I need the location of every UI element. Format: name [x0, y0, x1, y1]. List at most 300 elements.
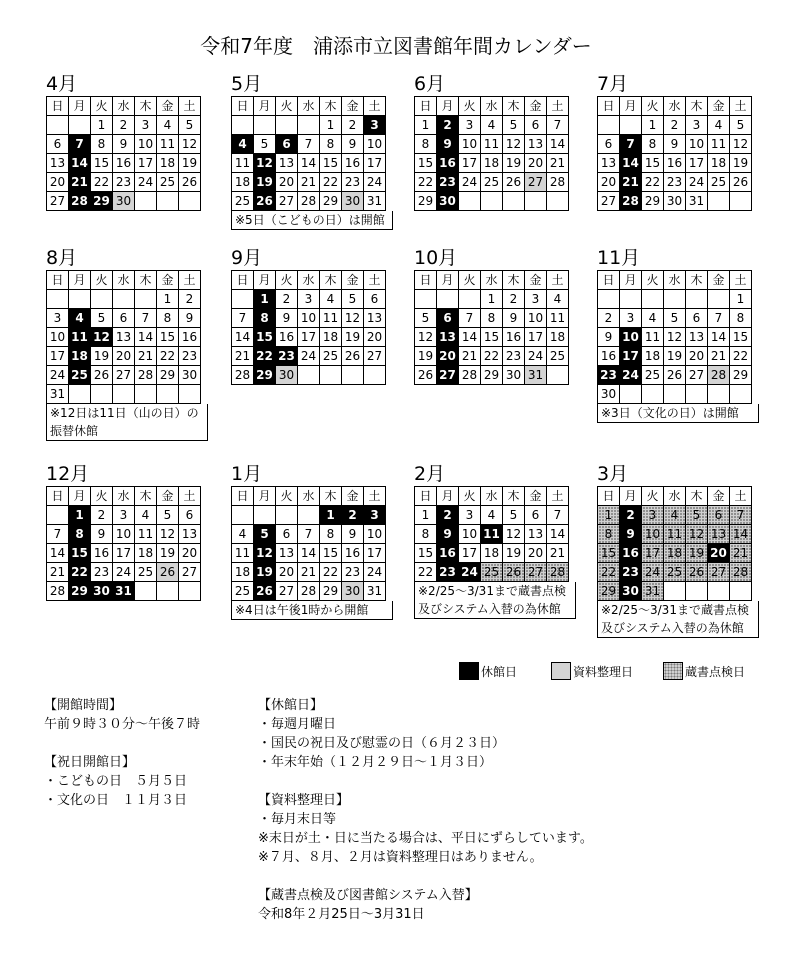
day-cell: 23	[342, 563, 364, 582]
day-cell: 29	[320, 192, 342, 211]
day-cell: 14	[620, 154, 642, 173]
day-cell: 15	[157, 328, 179, 347]
day-cell: 5	[686, 506, 708, 525]
empty-day-cell	[91, 385, 113, 404]
day-cell: 1	[91, 116, 113, 135]
weekday-header: 金	[157, 487, 179, 506]
day-cell: 12	[503, 525, 525, 544]
day-cell: 2	[620, 506, 642, 525]
legend-holiday	[459, 661, 517, 681]
empty-day-cell	[69, 116, 91, 135]
day-cell: 22	[320, 563, 342, 582]
day-cell: 21	[730, 544, 752, 563]
day-cell: 14	[708, 328, 730, 347]
day-cell: 24	[113, 563, 135, 582]
month-note: ※12日は11日（山の日）の 振替休館	[46, 404, 208, 441]
empty-day-cell	[113, 385, 135, 404]
day-cell: 3	[642, 506, 664, 525]
day-cell: 7	[730, 506, 752, 525]
day-cell: 8	[320, 525, 342, 544]
week-row	[415, 290, 569, 309]
weekday-header: 月	[254, 487, 276, 506]
day-cell: 1	[598, 506, 620, 525]
day-cell: 2	[91, 506, 113, 525]
day-cell: 10	[113, 525, 135, 544]
day-cell: 3	[459, 116, 481, 135]
week-row	[598, 154, 752, 173]
weekday-header: 月	[620, 487, 642, 506]
day-cell: 20	[276, 173, 298, 192]
day-cell: 26	[503, 563, 525, 582]
empty-day-cell	[503, 192, 525, 211]
day-cell: 5	[730, 116, 752, 135]
empty-day-cell	[157, 385, 179, 404]
day-cell: 3	[298, 290, 320, 309]
week-row	[232, 135, 386, 154]
day-cell: 4	[481, 116, 503, 135]
legend-inspect-label: 蔵書点検日	[685, 664, 746, 679]
month-calendar	[414, 73, 569, 211]
day-cell: 20	[708, 544, 730, 563]
week-row	[232, 154, 386, 173]
week-row	[598, 582, 752, 601]
day-cell: 2	[503, 290, 525, 309]
day-cell: 5	[415, 309, 437, 328]
day-cell: 31	[686, 192, 708, 211]
day-cell: 23	[664, 173, 686, 192]
day-cell: 19	[91, 347, 113, 366]
day-cell: 22	[415, 563, 437, 582]
weekday-header: 金	[342, 271, 364, 290]
day-cell: 1	[730, 290, 752, 309]
hours-section	[44, 696, 200, 810]
day-cell: 31	[113, 582, 135, 601]
empty-day-cell	[157, 582, 179, 601]
day-cell: 25	[232, 582, 254, 601]
day-cell: 20	[364, 328, 386, 347]
day-cell: 27	[179, 563, 201, 582]
week-row	[47, 154, 201, 173]
empty-day-cell	[525, 192, 547, 211]
day-cell: 25	[481, 173, 503, 192]
day-cell: 10	[525, 309, 547, 328]
month-table	[231, 486, 386, 601]
weekday-header: 日	[415, 271, 437, 290]
day-cell: 27	[598, 192, 620, 211]
weekday-header: 土	[364, 487, 386, 506]
day-cell: 15	[320, 544, 342, 563]
weekday-header: 月	[254, 97, 276, 116]
empty-day-cell	[708, 385, 730, 404]
empty-day-cell	[135, 192, 157, 211]
week-row	[232, 366, 386, 385]
weekday-header: 火	[459, 487, 481, 506]
weekday-header: 月	[620, 97, 642, 116]
day-cell: 24	[459, 563, 481, 582]
weekday-header: 月	[620, 271, 642, 290]
day-cell: 4	[69, 309, 91, 328]
day-cell: 3	[620, 309, 642, 328]
day-cell: 18	[232, 563, 254, 582]
week-row	[232, 116, 386, 135]
weekday-header: 月	[437, 97, 459, 116]
week-row	[47, 192, 201, 211]
day-cell: 16	[342, 544, 364, 563]
week-row	[232, 173, 386, 192]
weekday-header: 土	[364, 97, 386, 116]
day-cell: 28	[708, 366, 730, 385]
weekday-header: 火	[276, 487, 298, 506]
week-row	[232, 347, 386, 366]
day-cell: 14	[69, 154, 91, 173]
month-calendar	[231, 463, 386, 617]
day-cell: 10	[686, 135, 708, 154]
day-cell: 10	[620, 328, 642, 347]
week-row	[47, 135, 201, 154]
month-label: 7月	[597, 73, 629, 95]
weekday-header: 月	[69, 97, 91, 116]
day-cell: 6	[598, 135, 620, 154]
empty-day-cell	[686, 290, 708, 309]
day-cell: 13	[113, 328, 135, 347]
day-cell: 15	[69, 544, 91, 563]
day-cell: 18	[642, 347, 664, 366]
day-cell: 9	[276, 309, 298, 328]
day-cell: 19	[157, 544, 179, 563]
empty-day-cell	[415, 290, 437, 309]
day-cell: 3	[525, 290, 547, 309]
day-cell: 16	[342, 154, 364, 173]
day-cell: 4	[232, 135, 254, 154]
week-row	[232, 544, 386, 563]
empty-day-cell	[135, 582, 157, 601]
day-cell: 12	[664, 328, 686, 347]
day-cell: 9	[503, 309, 525, 328]
day-cell: 25	[547, 347, 569, 366]
month-calendar	[414, 463, 569, 616]
day-cell: 23	[276, 347, 298, 366]
week-row	[415, 544, 569, 563]
empty-day-cell	[708, 290, 730, 309]
day-cell: 7	[620, 135, 642, 154]
day-cell: 25	[69, 366, 91, 385]
day-cell: 11	[157, 135, 179, 154]
month-table	[597, 96, 752, 211]
day-cell: 16	[664, 154, 686, 173]
weekday-header: 水	[481, 97, 503, 116]
empty-day-cell	[69, 385, 91, 404]
day-cell: 30	[342, 192, 364, 211]
day-cell: 5	[254, 135, 276, 154]
weekday-header: 日	[598, 271, 620, 290]
day-cell: 26	[91, 366, 113, 385]
weekday-header: 土	[730, 271, 752, 290]
month-table	[231, 96, 386, 211]
week-row	[47, 309, 201, 328]
weekday-header: 金	[525, 97, 547, 116]
day-cell: 19	[254, 173, 276, 192]
week-row	[47, 366, 201, 385]
day-cell: 29	[91, 192, 113, 211]
day-cell: 13	[364, 309, 386, 328]
day-cell: 14	[47, 544, 69, 563]
empty-day-cell	[232, 290, 254, 309]
weekday-header-row	[415, 487, 569, 506]
week-row	[598, 328, 752, 347]
organize-days-item: ※７月、８月、２月は資料整理日はありません。	[258, 850, 543, 865]
day-cell: 20	[598, 173, 620, 192]
day-cell: 20	[47, 173, 69, 192]
day-cell: 31	[47, 385, 69, 404]
day-cell: 21	[232, 347, 254, 366]
day-cell: 4	[157, 116, 179, 135]
weekday-header: 水	[298, 271, 320, 290]
day-cell: 25	[708, 173, 730, 192]
day-cell: 23	[342, 173, 364, 192]
open-holiday-item: ・文化の日 １１月３日	[44, 793, 188, 808]
day-cell: 25	[642, 366, 664, 385]
empty-day-cell	[730, 192, 752, 211]
day-cell: 13	[179, 525, 201, 544]
day-cell: 23	[437, 173, 459, 192]
day-cell: 15	[320, 154, 342, 173]
weekday-header: 木	[503, 271, 525, 290]
day-cell: 1	[415, 506, 437, 525]
week-row	[232, 309, 386, 328]
week-row	[232, 582, 386, 601]
day-cell: 19	[254, 563, 276, 582]
week-row	[232, 192, 386, 211]
day-cell: 2	[437, 506, 459, 525]
weekday-header-row	[598, 97, 752, 116]
day-cell: 10	[47, 328, 69, 347]
day-cell: 11	[232, 544, 254, 563]
day-cell: 14	[298, 544, 320, 563]
weekday-header: 木	[320, 271, 342, 290]
day-cell: 28	[459, 366, 481, 385]
week-row	[415, 506, 569, 525]
day-cell: 25	[135, 563, 157, 582]
day-cell: 24	[642, 563, 664, 582]
day-cell: 18	[481, 544, 503, 563]
day-cell: 1	[642, 116, 664, 135]
day-cell: 8	[730, 309, 752, 328]
day-cell: 2	[598, 309, 620, 328]
inspection-heading: 【蔵書点検及び図書館システム入替】	[258, 888, 478, 903]
week-row	[415, 347, 569, 366]
day-cell: 15	[254, 328, 276, 347]
weekday-header: 火	[459, 97, 481, 116]
day-cell: 11	[547, 309, 569, 328]
day-cell: 24	[620, 366, 642, 385]
day-cell: 21	[620, 173, 642, 192]
weekday-header: 水	[298, 487, 320, 506]
day-cell: 1	[254, 290, 276, 309]
day-cell: 11	[135, 525, 157, 544]
day-cell: 18	[320, 328, 342, 347]
legend-inspect	[663, 661, 745, 681]
day-cell: 26	[686, 563, 708, 582]
day-cell: 10	[298, 309, 320, 328]
day-cell: 23	[598, 366, 620, 385]
day-cell: 5	[342, 290, 364, 309]
day-cell: 8	[69, 525, 91, 544]
month-note: ※5日（こどもの日）は開館	[231, 211, 393, 230]
day-cell: 28	[298, 582, 320, 601]
day-cell: 18	[135, 544, 157, 563]
empty-day-cell	[298, 506, 320, 525]
day-cell: 3	[364, 506, 386, 525]
weekday-header: 月	[69, 271, 91, 290]
empty-day-cell	[276, 506, 298, 525]
empty-day-cell	[232, 116, 254, 135]
empty-day-cell	[708, 192, 730, 211]
empty-day-cell	[547, 192, 569, 211]
day-cell: 12	[157, 525, 179, 544]
empty-day-cell	[730, 385, 752, 404]
empty-day-cell	[91, 290, 113, 309]
day-cell: 18	[157, 154, 179, 173]
empty-day-cell	[135, 385, 157, 404]
day-cell: 30	[276, 366, 298, 385]
empty-day-cell	[620, 290, 642, 309]
weekday-header-row	[415, 97, 569, 116]
weekday-header-row	[598, 487, 752, 506]
day-cell: 13	[686, 328, 708, 347]
day-cell: 28	[547, 563, 569, 582]
day-cell: 6	[364, 290, 386, 309]
day-cell: 6	[179, 506, 201, 525]
day-cell: 8	[598, 525, 620, 544]
day-cell: 9	[598, 328, 620, 347]
weekday-header: 月	[254, 271, 276, 290]
day-cell: 23	[113, 173, 135, 192]
day-cell: 1	[320, 506, 342, 525]
day-cell: 20	[113, 347, 135, 366]
day-cell: 7	[459, 309, 481, 328]
day-cell: 11	[708, 135, 730, 154]
day-cell: 12	[91, 328, 113, 347]
empty-day-cell	[157, 192, 179, 211]
day-cell: 22	[598, 563, 620, 582]
weekday-header: 水	[664, 487, 686, 506]
day-cell: 22	[254, 347, 276, 366]
month-table	[46, 486, 201, 601]
day-cell: 27	[525, 173, 547, 192]
week-row	[598, 506, 752, 525]
weekday-header: 木	[686, 487, 708, 506]
day-cell: 27	[437, 366, 459, 385]
week-row	[598, 544, 752, 563]
week-row	[598, 385, 752, 404]
day-cell: 25	[157, 173, 179, 192]
day-cell: 12	[179, 135, 201, 154]
day-cell: 9	[342, 135, 364, 154]
day-cell: 4	[481, 506, 503, 525]
day-cell: 3	[135, 116, 157, 135]
day-cell: 10	[135, 135, 157, 154]
weekday-header: 水	[664, 271, 686, 290]
weekday-header: 日	[232, 271, 254, 290]
day-cell: 31	[364, 192, 386, 211]
day-cell: 19	[342, 328, 364, 347]
day-cell: 6	[525, 506, 547, 525]
weekday-header: 日	[415, 487, 437, 506]
empty-day-cell	[232, 506, 254, 525]
weekday-header-row	[232, 271, 386, 290]
month-calendar	[414, 247, 569, 385]
week-row	[47, 525, 201, 544]
weekday-header: 火	[91, 271, 113, 290]
empty-day-cell	[364, 366, 386, 385]
day-cell: 5	[503, 116, 525, 135]
month-label: 12月	[46, 463, 90, 485]
week-row	[598, 135, 752, 154]
day-cell: 29	[730, 366, 752, 385]
day-cell: 22	[481, 347, 503, 366]
month-table	[597, 270, 752, 404]
weekday-header: 木	[686, 97, 708, 116]
day-cell: 30	[91, 582, 113, 601]
day-cell: 27	[113, 366, 135, 385]
day-cell: 13	[47, 154, 69, 173]
weekday-header: 土	[179, 271, 201, 290]
week-row	[598, 173, 752, 192]
day-cell: 7	[708, 309, 730, 328]
day-cell: 6	[47, 135, 69, 154]
week-row	[47, 385, 201, 404]
day-cell: 17	[525, 328, 547, 347]
day-cell: 9	[437, 525, 459, 544]
month-label: 8月	[46, 247, 78, 269]
day-cell: 9	[91, 525, 113, 544]
day-cell: 21	[298, 563, 320, 582]
day-cell: 12	[415, 328, 437, 347]
empty-day-cell	[598, 116, 620, 135]
day-cell: 9	[664, 135, 686, 154]
day-cell: 11	[69, 328, 91, 347]
day-cell: 6	[525, 116, 547, 135]
day-cell: 2	[437, 116, 459, 135]
month-table	[46, 96, 201, 211]
empty-day-cell	[547, 366, 569, 385]
empty-day-cell	[642, 290, 664, 309]
day-cell: 19	[686, 544, 708, 563]
legend-organize	[551, 661, 633, 681]
week-row	[232, 290, 386, 309]
weekday-header: 金	[157, 271, 179, 290]
day-cell: 30	[503, 366, 525, 385]
empty-day-cell	[730, 582, 752, 601]
day-cell: 15	[642, 154, 664, 173]
day-cell: 18	[69, 347, 91, 366]
day-cell: 19	[415, 347, 437, 366]
weekday-header: 木	[503, 487, 525, 506]
day-cell: 29	[481, 366, 503, 385]
month-note: ※3日（文化の日）は開館	[597, 404, 759, 423]
day-cell: 24	[135, 173, 157, 192]
weekday-header: 火	[276, 271, 298, 290]
day-cell: 18	[708, 154, 730, 173]
day-cell: 5	[179, 116, 201, 135]
empty-day-cell	[437, 290, 459, 309]
week-row	[415, 154, 569, 173]
empty-day-cell	[179, 192, 201, 211]
day-cell: 7	[69, 135, 91, 154]
week-row	[232, 525, 386, 544]
empty-day-cell	[664, 290, 686, 309]
month-calendar	[231, 247, 386, 385]
